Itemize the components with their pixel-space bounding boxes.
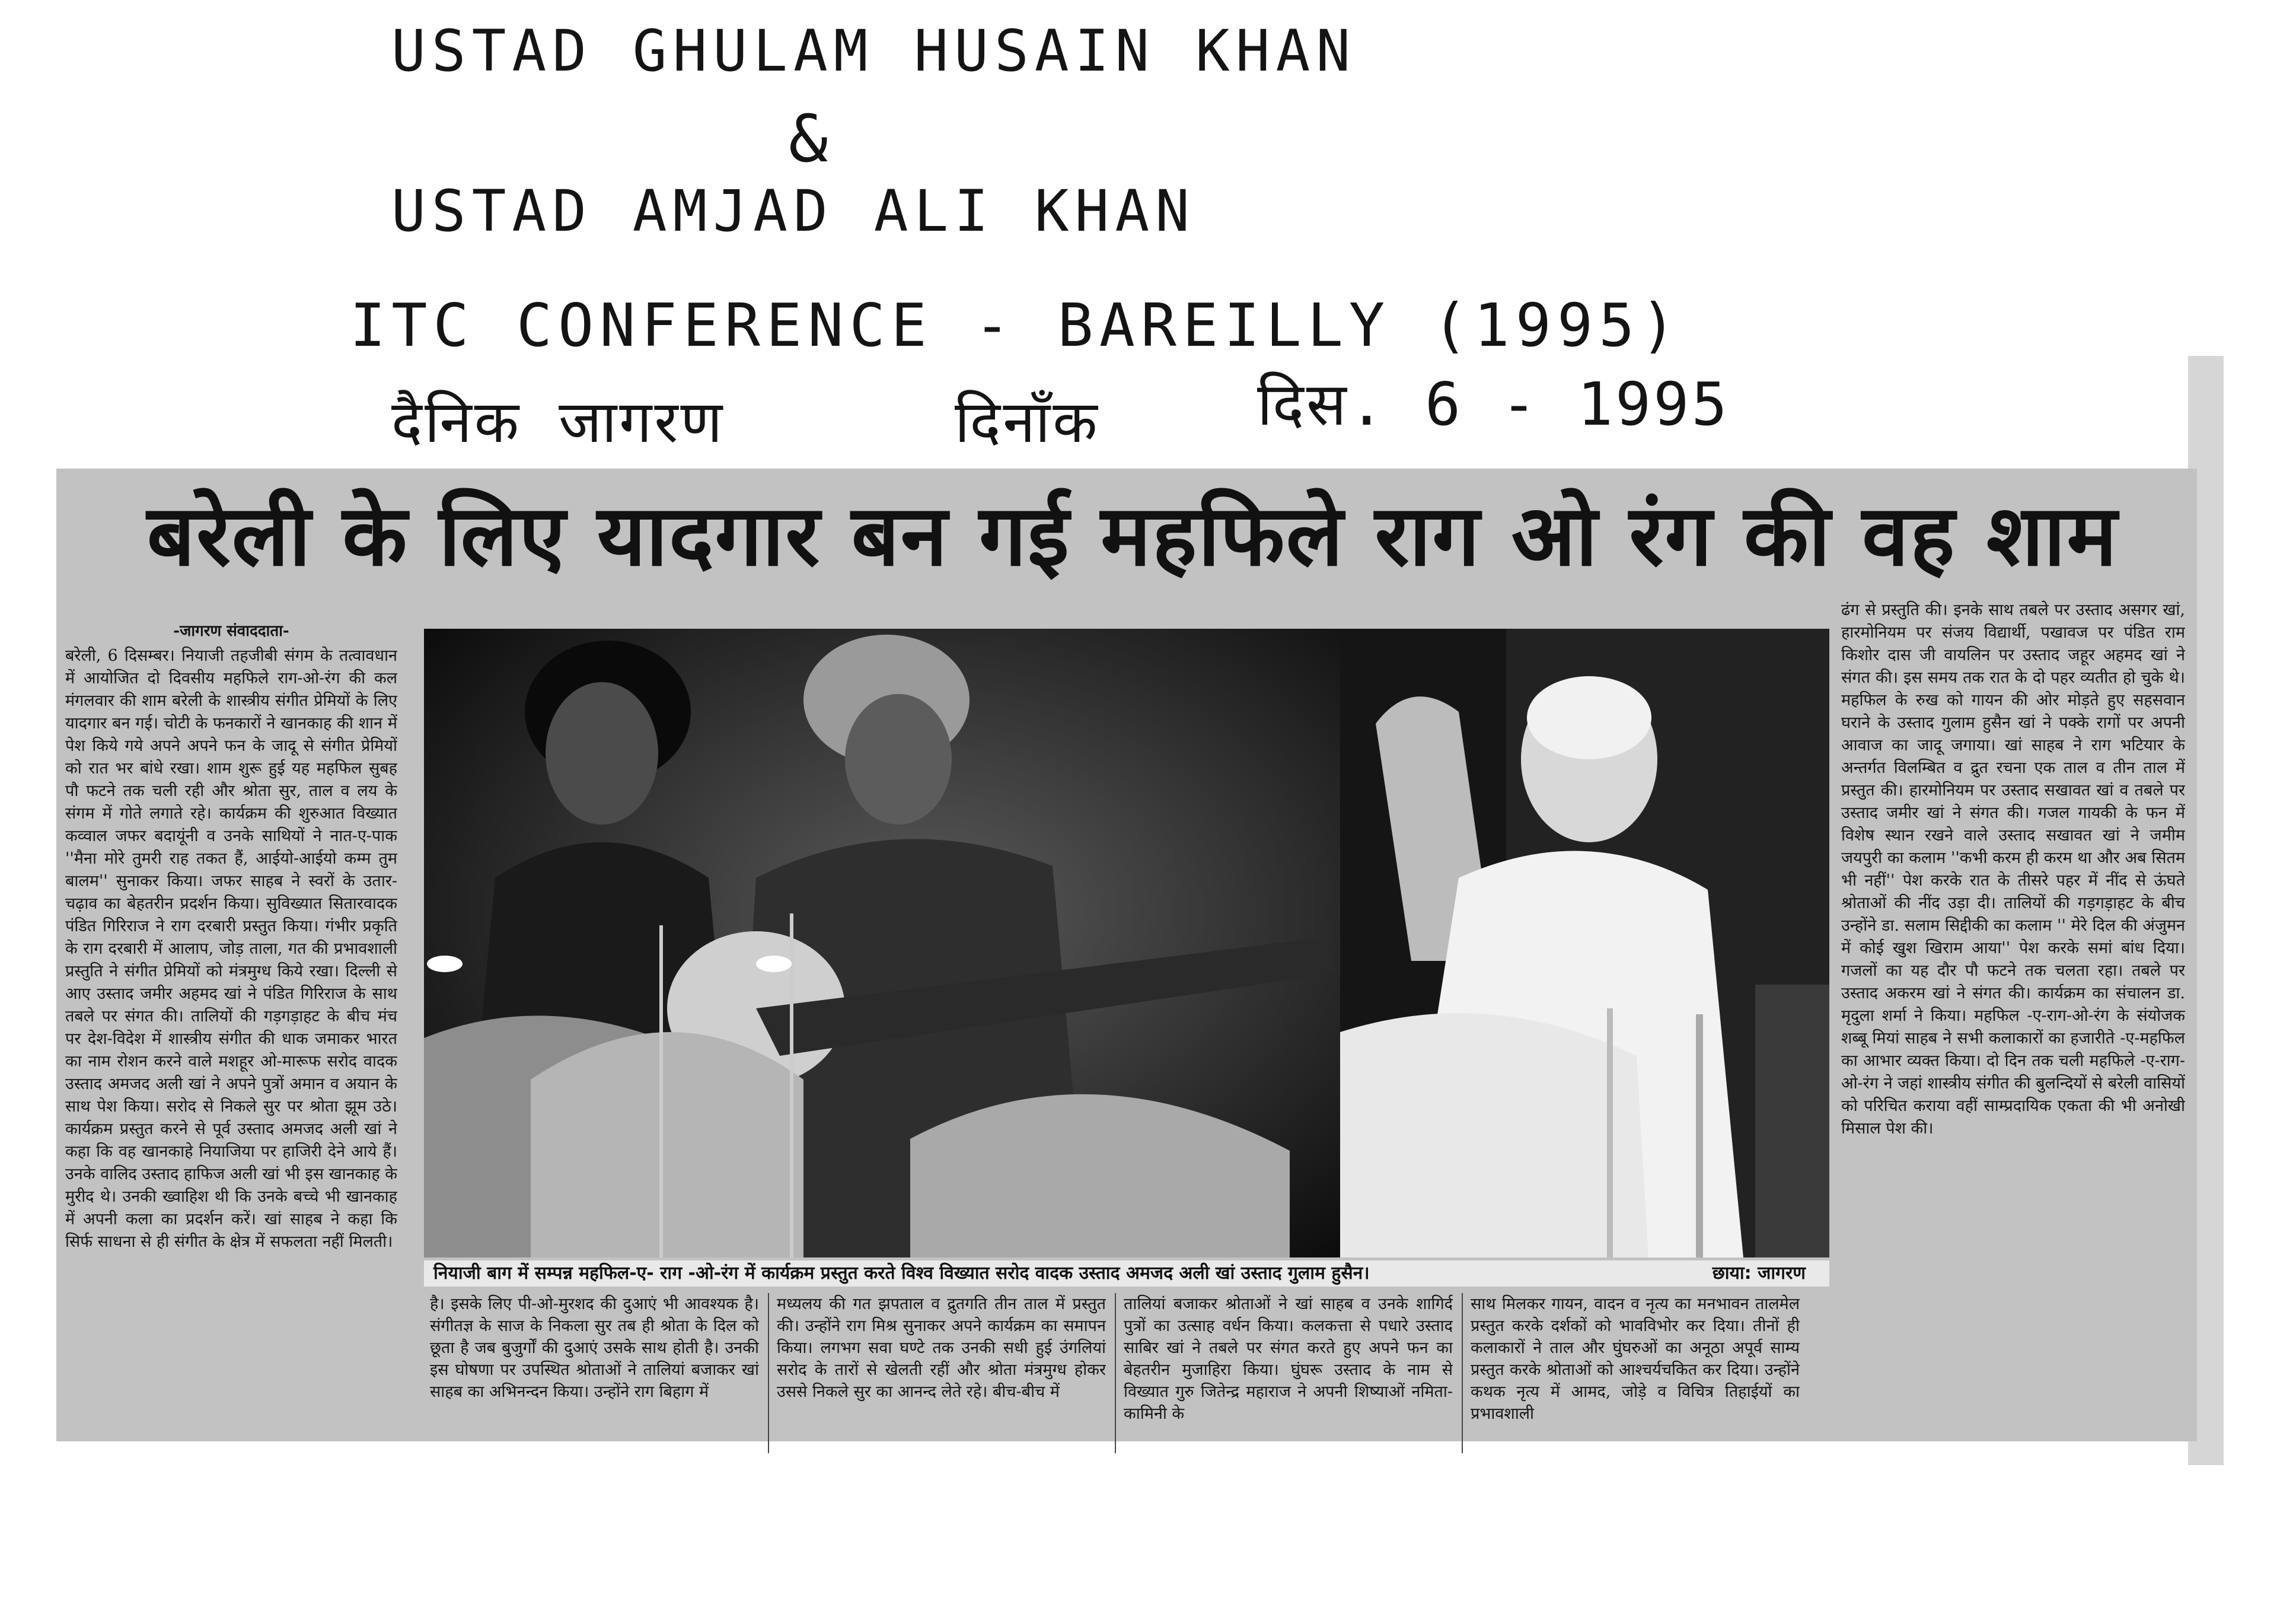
handwritten-date-label: दिनाँक: [955, 389, 1100, 456]
news-photograph: [424, 629, 1829, 1257]
photo-caption-text: नियाजी बाग में सम्पन्न महफिल-ए- राग -ओ-रंग में कार्यक्रम प्रस्तुत करते विश्व विख्यात सरोद वादक उस्ताद अमजद अली खां उस्ताद गुलाम हुसैन।: [433, 1263, 1370, 1284]
handwritten-title-line1: USTAD GHULAM HUSAIN KHAN: [391, 18, 1357, 84]
clipping-left-column: [65, 620, 397, 1438]
column-rule: [1462, 1293, 1463, 1453]
handwritten-date-value: दिस. 6 - 1995: [1257, 370, 1730, 439]
bottom-column-3: तालियां बजाकर श्रोताओं ने खां साहब व उनके शागिर्द पुत्रों का उत्साह वर्धन किया। कलकत्ता से पधारे उस्ताद साबिर खां ने तबले पर संगत करते हुए अपने फन का बेहतरीन मुजाहिरा किया। घुंघरू उस्ताद के नाम से विख्यात गुरु जितेन्द्र महाराज ने अपनी शिष्याओं नमिता-कामिनी के: [1124, 1295, 1453, 1423]
handwritten-title-line2: USTAD AMJAD ALI KHAN: [391, 178, 1195, 244]
bottom-column-2: मध्यलय की गत झपताल व द्रुतगति तीन ताल में प्रस्तुत की। उन्होंने राग मिश्र सुनाकर अपने कार्यक्रम का समापन किया। लगभग सवा घण्टे तक उनकी सधी हुई उंगलियां सरोद के तारों से खेलती रहीं और श्रोता मंत्रमुग्ध होकर उससे निकले सुर का आनन्द लेते रहे। बीच-बीच में: [777, 1295, 1106, 1401]
clipping-headline: बरेली के लिए यादगार बन गई महफिले राग ओ रंग की वह शाम: [146, 487, 2119, 585]
column-rule: [768, 1293, 769, 1453]
clipping-byline: -जागरण संवाददाता-: [173, 622, 289, 640]
vocalist-photo: [1340, 629, 1829, 1257]
left-column-body: बरेली, 6 दिसम्बर। नियाजी तहजीबी संगम के तत्वावधान में आयोजित दो दिवसीय महफिले राग-ओ-रंग की कल मंगलवार की शाम बरेली के शास्त्रीय संगीत प्रेमियों के लिए यादगार बन गई। चोटी के फनकारों ने खानकाह की शान में पेश किये गये अपने अपने फन के जादू से संगीत प्रेमियों को रात भर बांधे रखा। शाम शुरू हुई यह महफिल सुबह पौ फटने तक चली रही और श्रोता सुर, ताल व लय के संगम में गोते लगाते रहे। कार्यक्रम की शुरुआत विख्यात कव्वाल जफर बदायूंनी व उनके साथियों ने नात-ए-पाक ''मैना मोरे तुमरी राह तकत हैं, आईयो-आईयो कम्म तुम बालम'' सुनाकर किया। जफर साहब ने स्वरों के उतार-चढ़ाव का बेहतरीन प्रदर्शन किया। सुविख्यात सितारवादक पंडित गिरिराज ने राग दरबारी प्रस्तुत किया। गंभीर प्रकृति के राग दरबारी में आलाप, जोड़ ताला, गत की प्रभावशाली प्रस्तुति ने संगीत प्रेमियों को मंत्रमुग्ध किये रखा। दिल्ली से आए उस्ताद जमीर अहमद खां ने पंडित गिरिराज के साथ तबले पर संगत की। तालियों की गड़गड़ाहट के बीच मंच पर देश-विदेश में शास्त्रीय संगीत की धाक जमाकर भारत का नाम रोशन करने वाले मशहूर ओ-मारूफ सरोद वादक उस्ताद अमजद अली खां ने अपने पुत्रों अमान व अयान के साथ पेश किया। सरोद से निकले सुर पर श्रोता झूम उठे। कार्यक्रम प्रस्तुत करने से पूर्व उस्ताद अमजद अली खां ने कहा कि वह खानकाहे नियाजिया पर हाजिरी देने आये हैं। उनके वालिद उस्ताद हाफिज अली खां भी इस खानकाह के मुरीद थे। उनकी ख्वाहिश थी कि उनके बच्चे भी खानकाह में अपनी कला का प्रदर्शन करें। खां साहब ने कहा कि सिर्फ साधना से ही संगीत के क्षेत्र में सफलता नहीं मिलती।: [65, 647, 397, 1251]
handwritten-ampersand: &: [789, 101, 828, 177]
photo-caption: [424, 1260, 1829, 1287]
musicians-photo: [424, 629, 1340, 1257]
handwritten-newspaper-name: दैनिक जागरण: [391, 389, 725, 456]
photo-credit: छाया: जागरण: [1712, 1263, 1806, 1284]
handwritten-event-line: ITC CONFERENCE - BAREILLY (1995): [350, 291, 1682, 360]
bottom-column-4: साथ मिलकर गायन, वादन व नृत्य का मनभावन तालमेल प्रस्तुत करके दर्शकों को भावविभोर कर दिया। तीनों ही कलाकारों ने ताल और घुंघरुओं का अनूठा अपूर्व साम्य प्रस्तुत करके श्रोताओं को आश्चर्यचकित कर दिया। उन्होंने कथक नृत्य में आमद, जोड़े व विचित्र तिहाईयों का प्रभावशाली: [1471, 1295, 1800, 1423]
bottom-column-1: है। इसके लिए पी-ओ-मुरशद की दुआएं भी आवश्यक है। संगीतज्ञ के साज के निकला सुर तब ही श्रोता के दिल को छूता है जब बुजुर्गों की दुआएं उसके साथ होती है। उनकी इस घोषणा पर उपस्थित श्रोताओं ने तालियां बजाकर खां साहब का अभिनन्दन किया। उन्होंने राग बिहाग में: [430, 1295, 759, 1401]
clipping-right-column: ढंग से प्रस्तुति की। इनके साथ तबले पर उस्ताद असगर खां, हारमोनियम पर संजय विद्यार्थी, पखावज पर पंडित राम किशोर दास जी वायलिन पर उस्ताद जहूर अहमद खां ने संगत की। इस समय तक रात के दो पहर व्यतीत हो चुके थे। महफिल के रुख को गायन की ओर मोड़ते हुए सहसवान घराने के उस्ताद गुलाम हुसैन खां ने पक्के रागों पर अपनी आवाज का जादू जगाया। खां साहब ने राग भटियार के अन्तर्गत विलम्बित व द्रुत रचना एक ताल व तीन ताल में प्रस्तुत की। हारमोनियम पर उस्ताद सखावत खां व तबले पर उस्ताद जमीर खां ने संगत की। गजल गायकी के फन में विशेष स्थान रखने वाले उस्ताद सखावत खां ने जमीम जयपुरी का कलाम ''कभी करम ही करम था और अब सितम भी नहीं'' पेश करके रात के तीसरे पहर में नींद से ऊंघते श्रोताओं की नींद उड़ा दी। तालियों की गड़गड़ाहट के बीच उन्होंने डा. सलाम सिद्दीकी का कलाम '' मेरे दिल की अंजुमन में कोई खुश खिराम आया'' पेश करके समां बांध दिया। गजलों का यह दौर पौ फटने तक चलता रहा। तबले पर उस्ताद अकरम खां ने संगत की। कार्यक्रम का संचालन डा. मृदुला शर्मा ने किया। महफिल -ए-राग-ओ-रंग के संयोजक शब्बू मियां साहब ने सभी कलाकारों का हजारीते -ए-महफिल का आभार व्यक्त किया। दो दिन तक चली महफिले -ए-राग-ओ-रंग ने जहां शास्त्रीय संगीत की बुलन्दियों से बरेली वासियों को परिचित कराया वहीं साम्प्रदायिक एकता की भी अनोखी मिसाल पेश की।: [1841, 601, 2185, 1138]
column-rule: [1115, 1293, 1116, 1453]
bottom-columns: [424, 1293, 1829, 1453]
